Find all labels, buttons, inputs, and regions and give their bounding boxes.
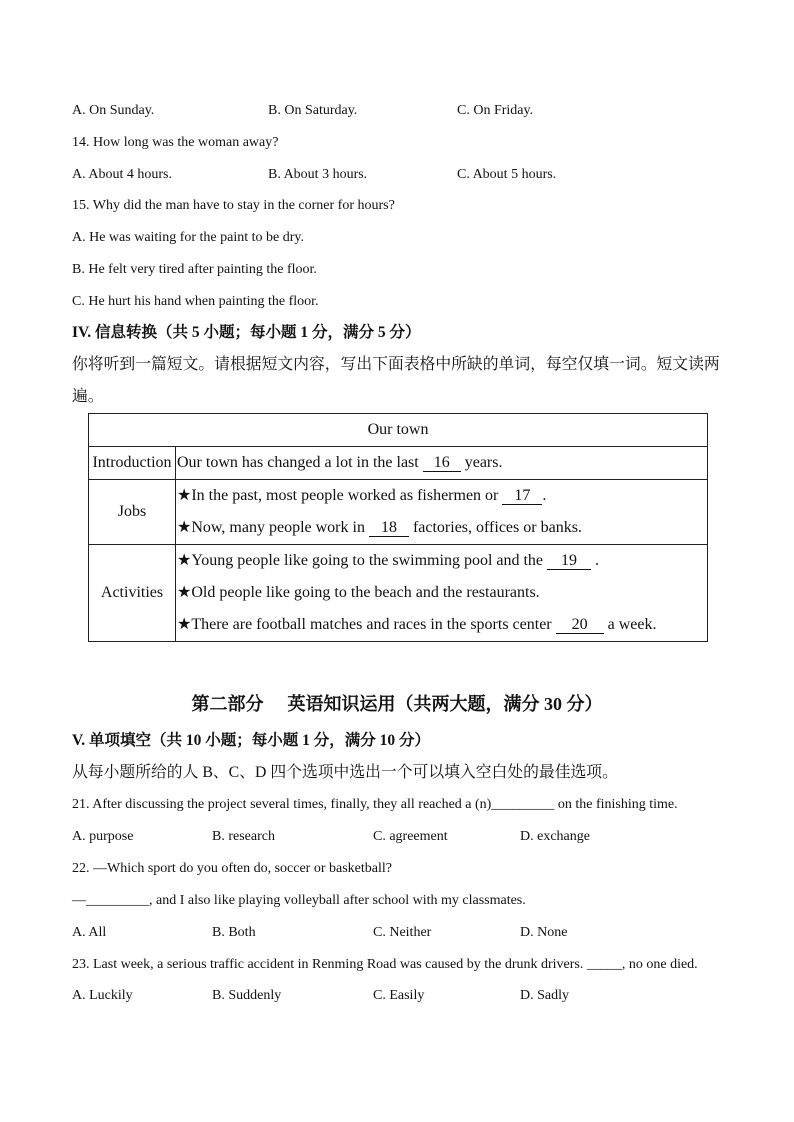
table-title: Our town — [89, 414, 708, 447]
q22-option-c: C. Neither — [373, 925, 432, 940]
line-text: ★There are football matches and races in the sports center — [177, 616, 556, 633]
q13-option-a: A. On Sunday. — [72, 103, 155, 118]
q14-option-c: C. About 5 hours. — [457, 167, 557, 182]
part-2-subtitle: 英语知识运用（共两大题，满分 30 分） — [287, 694, 603, 714]
line-text: . — [542, 487, 547, 504]
q14-stem: 14. How long was the woman away? — [72, 135, 279, 150]
table-line — [177, 512, 707, 544]
q15-stem: 15. Why did the man have to stay in the corner for hours? — [72, 198, 395, 213]
row-label-jobs: Jobs — [89, 480, 176, 545]
q23-option-b: B. Suddenly — [212, 988, 282, 1003]
q13-option-c: C. On Friday. — [457, 103, 534, 118]
q14-option-a: A. About 4 hours. — [72, 167, 172, 182]
table-title-row — [89, 414, 708, 447]
part-2-title — [0, 692, 794, 716]
table-line — [177, 545, 707, 577]
section-v-instruction: 从每小题所给的人 B、C、D 四个选项中选出一个可以填入空白处的最佳选项。 — [72, 764, 618, 781]
q22-option-a: A. All — [72, 925, 107, 940]
q22-option-b: B. Both — [212, 925, 256, 940]
q23-option-a: A. Luckily — [72, 988, 133, 1003]
line-text: factories, offices or banks. — [408, 519, 582, 536]
row-label-activities: Activities — [89, 545, 176, 642]
row-content-jobs — [176, 480, 708, 545]
q23-stem: 23. Last week, a serious traffic accident in Renming Road was caused by the drunk drivers. _____, no one died. — [72, 957, 698, 972]
section-iv-instruction-line-1: 你将听到一篇短文。请根据短文内容，写出下面表格中所缺的单词，每空仅填一词。短文读两 — [72, 356, 720, 373]
table-line — [177, 447, 707, 479]
table-row-introduction — [89, 447, 708, 480]
table-line — [177, 609, 707, 641]
section-iv-instruction-line-2: 遍。 — [72, 388, 104, 405]
section-v-heading: V. 单项填空（共 10 小题；每小题 1 分，满分 10 分） — [72, 732, 430, 749]
q22-option-d: D. None — [520, 925, 568, 940]
q15-option-c: C. He hurt his hand when painting the floor. — [72, 294, 319, 309]
line-text: a week. — [603, 616, 657, 633]
line-text: Our town has changed a lot in the last — [177, 454, 423, 471]
q21-option-a: A. purpose — [72, 829, 134, 844]
q15-option-a: A. He was waiting for the paint to be dry. — [72, 230, 304, 245]
answer-blank-20: 20 — [556, 616, 604, 634]
our-town-table — [88, 413, 708, 642]
table-row-activities — [89, 545, 708, 642]
answer-blank-17: 17 — [502, 487, 542, 505]
row-content-introduction — [176, 447, 708, 480]
line-text: ★Now, many people work in — [177, 519, 369, 536]
line-text: . — [591, 552, 600, 569]
row-content-activities — [176, 545, 708, 642]
section-iv-heading: IV. 信息转换（共 5 小题；每小题 1 分，满分 5 分） — [72, 324, 421, 341]
q13-option-b: B. On Saturday. — [268, 103, 358, 118]
q23-option-d: D. Sadly — [520, 988, 569, 1003]
table-line — [177, 577, 707, 609]
table-line — [177, 480, 707, 512]
answer-blank-19: 19 — [547, 552, 591, 570]
line-text: ★Old people like going to the beach and the restaurants. — [177, 584, 540, 601]
answer-blank-16: 16 — [423, 454, 461, 472]
q21-option-b: B. research — [212, 829, 275, 844]
q22-stem: 22. —Which sport do you often do, soccer or basketball? — [72, 861, 392, 876]
answer-blank-18: 18 — [369, 519, 409, 537]
part-2-label: 第二部分 — [191, 694, 264, 714]
q15-option-b: B. He felt very tired after painting the floor. — [72, 262, 317, 277]
q21-option-d: D. exchange — [520, 829, 590, 844]
q21-option-c: C. agreement — [373, 829, 448, 844]
q14-option-b: B. About 3 hours. — [268, 167, 368, 182]
q21-stem: 21. After discussing the project several times, finally, they all reached a (n)_________ on the finishing time. — [72, 797, 678, 812]
q22-reply: —_________, and I also like playing volleyball after school with my classmates. — [72, 893, 526, 908]
q23-option-c: C. Easily — [373, 988, 425, 1003]
line-text: years. — [460, 454, 503, 471]
line-text: ★Young people like going to the swimming pool and the — [177, 552, 548, 569]
table-row-jobs — [89, 480, 708, 545]
line-text: ★In the past, most people worked as fishermen or — [177, 487, 503, 504]
row-label-introduction: Introduction — [89, 447, 176, 480]
